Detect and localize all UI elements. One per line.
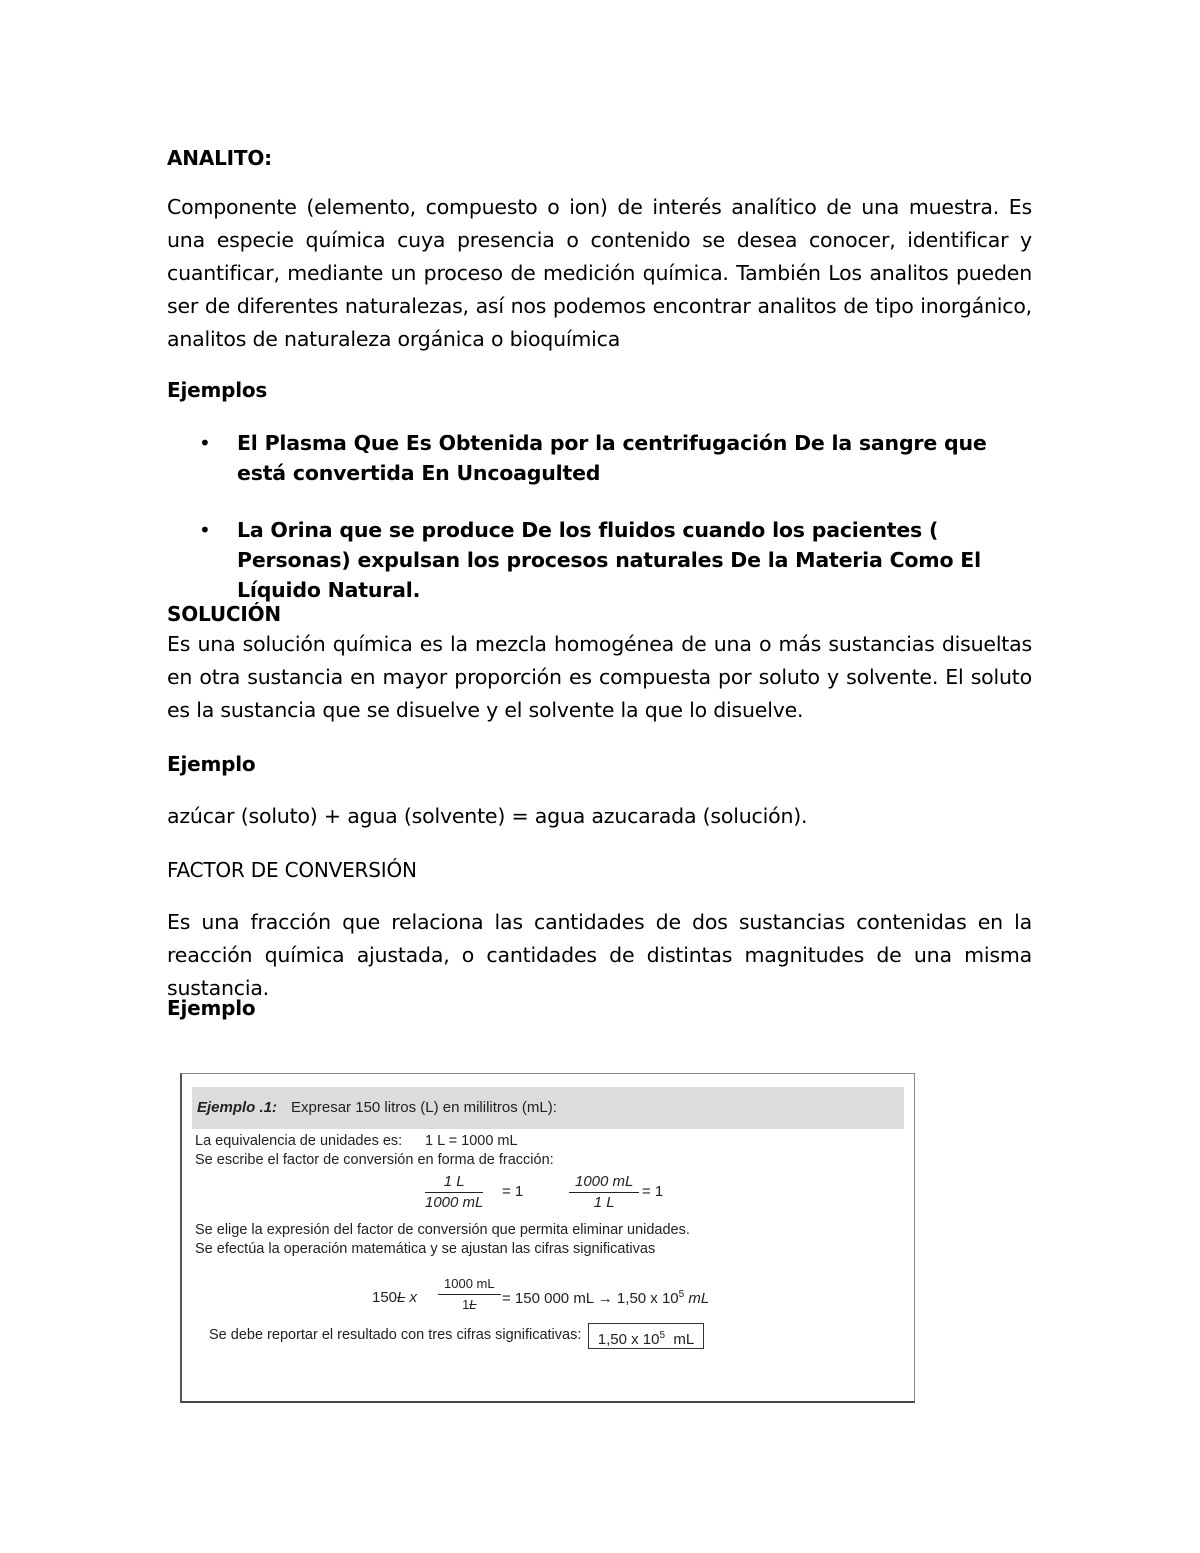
factor-example-heading: Ejemplo (167, 996, 256, 1020)
calc-result-text: = 150 000 mL → 1,50 x 10 (502, 1290, 679, 1307)
fraction-1-denominator: 1000 mL (425, 1194, 484, 1211)
solucion-paragraph: Es una solución química es la mezcla homogénea de una o más sustancias disueltas en otra sustancia en mayor proporción es compuesta por soluto y solvente. El soluto es la sustancia que se disuelve y el solvente la que lo disuelve. (167, 632, 1032, 722)
report-value: 1,50 x 10 (597, 1331, 660, 1348)
report-unit: mL (673, 1331, 695, 1348)
fraction-1 (425, 1172, 483, 1213)
example-figure (180, 1073, 915, 1403)
fraction-1-numerator: 1 L (425, 1172, 483, 1193)
bullet-icon: • (199, 431, 211, 455)
choose-instruction: Se elige la expresión del factor de conversión que permita eliminar unidades. (195, 1222, 690, 1238)
solucion-heading: SOLUCIÓN (167, 602, 281, 626)
analito-bullet-2: La Orina que se produce De los fluidos cuando los pacientes ( Personas) expulsan los procesos naturales De la Materia Como El Líquido Natural. (237, 518, 981, 602)
fraction-2 (569, 1172, 639, 1213)
solucion-example: azúcar (soluto) + agua (solvente) = agua azucarada (solución). (167, 804, 808, 828)
factor-heading: FACTOR DE CONVERSIÓN (167, 858, 417, 882)
calc-fraction (438, 1274, 501, 1315)
equivalence-value: 1 L = 1000 mL (425, 1133, 518, 1149)
calc-start-unit: L (397, 1289, 406, 1306)
calc-result (502, 1289, 709, 1307)
calc-fraction-numerator: 1000 mL (438, 1274, 501, 1295)
fraction-2-equals: = 1 (642, 1183, 664, 1200)
bullet-icon: • (199, 518, 211, 542)
example-figure-header (192, 1087, 904, 1129)
fraction-2-numerator: 1000 mL (569, 1172, 639, 1193)
report-exponent: 5 (659, 1330, 666, 1341)
calc-start-value: 150 (372, 1289, 398, 1306)
calc-fraction-denominator: 1L (462, 1297, 477, 1312)
report-label: Se debe reportar el resultado con tres cifras significativas: (209, 1327, 582, 1343)
calc-result-unit: mL (688, 1290, 710, 1307)
factor-paragraph: Es una fracción que relaciona las cantidades de dos sustancias contenidas en la reacción química ajustada, o cantidades de distintas magnitudes de una misma sustancia. (167, 910, 1032, 1000)
calc-times: x (409, 1289, 418, 1306)
analito-bullet-1: El Plasma Que Es Obtenida por la centrifugación De la sangre que está convertida En Uncoagulted (237, 431, 987, 485)
solucion-example-heading: Ejemplo (167, 752, 256, 776)
example-title (197, 1099, 557, 1116)
example-title-text: Expresar 150 litros (L) en mililitros (mL): (291, 1099, 557, 1116)
analito-examples-heading: Ejemplos (167, 378, 268, 402)
analito-heading: ANALITO: (167, 146, 272, 170)
fraction-1-equals: = 1 (502, 1183, 524, 1200)
fraction-instruction: Se escribe el factor de conversión en forma de fracción: (195, 1152, 554, 1168)
equivalence-label: La equivalencia de unidades es: (195, 1133, 403, 1149)
report-result-box (588, 1323, 704, 1349)
operation-instruction: Se efectúa la operación matemática y se ajustan las cifras significativas (195, 1241, 656, 1257)
calc-start (372, 1289, 417, 1306)
calc-result-exponent: 5 (678, 1289, 685, 1300)
analito-paragraph: Componente (elemento, compuesto o ion) de interés analítico de una muestra. Es una especie química cuya presencia o contenido se desea conocer, identificar y cuantificar, mediante un proceso de medición química. También Los analitos pueden ser de diferentes naturalezas, así nos podemos encontrar analitos de tipo inorgánico, analitos de naturaleza orgánica o bioquímica (167, 195, 1032, 351)
fraction-2-denominator: 1 L (593, 1194, 615, 1211)
example-title-label: Ejemplo .1: (197, 1099, 278, 1116)
